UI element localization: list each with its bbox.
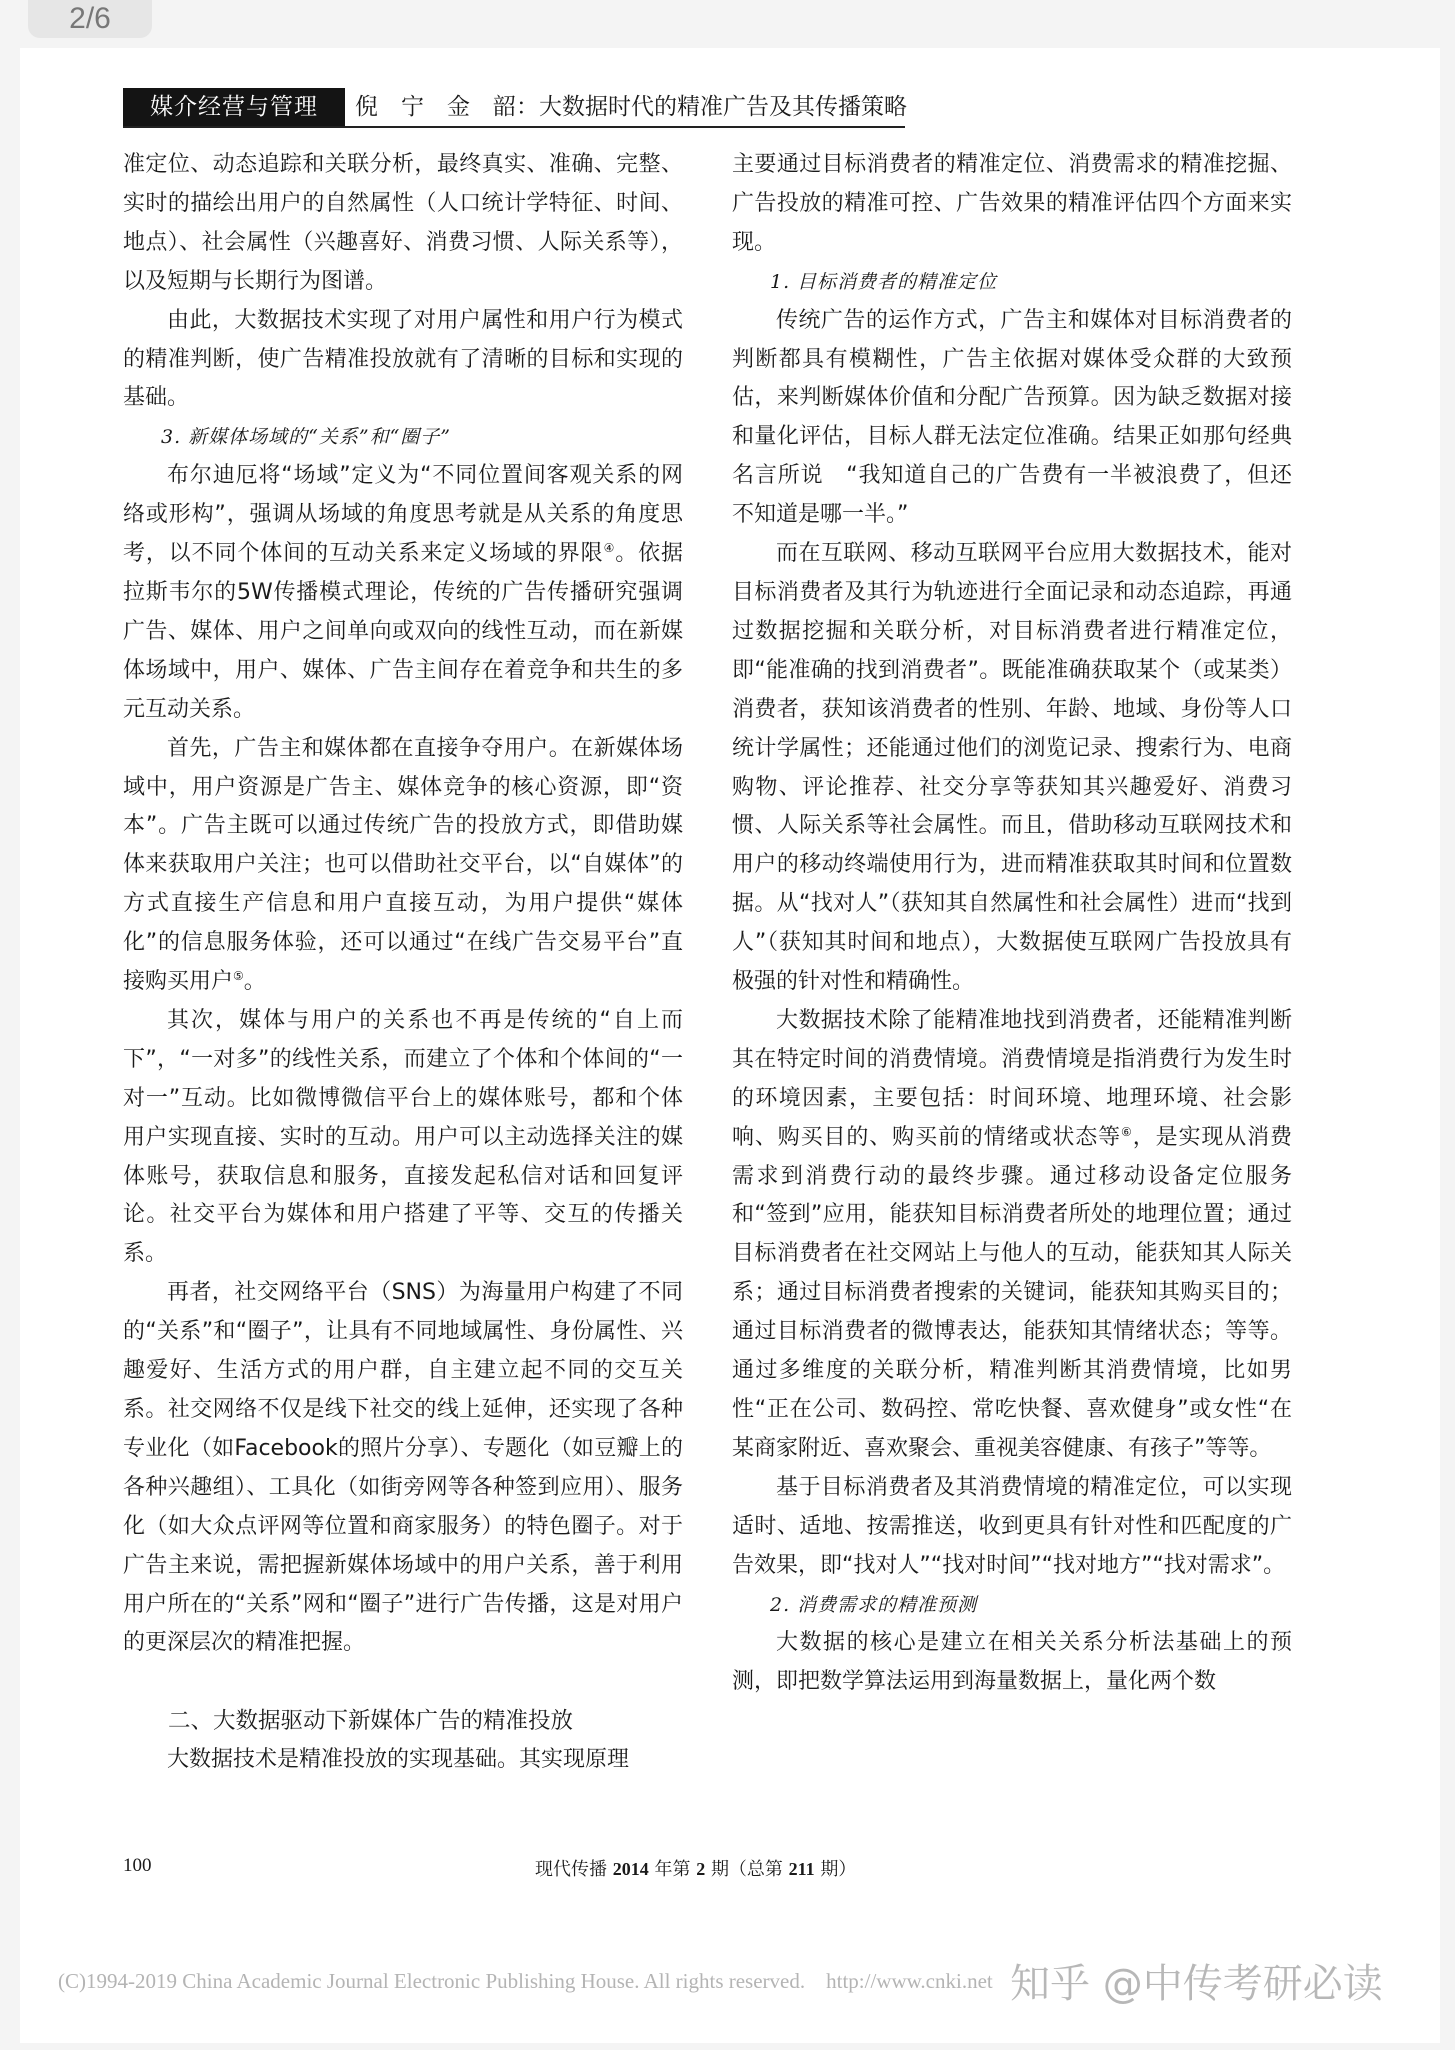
paragraph-text: 由此，大数据技术实现了对用户属性和用户行为模式的精准判断，使广告精准投放就有了清晰的目标和实现的基础。	[123, 307, 683, 411]
page-indicator: 2/6	[28, 0, 152, 38]
footnote-marker: ⑤	[233, 969, 244, 984]
journal-total: 211	[788, 1859, 815, 1879]
body-paragraph	[732, 1624, 1292, 1702]
paragraph-text: 准定位、动态追踪和关联分析，最终真实、准确、完整、实时的描绘出用户的自然属性（人口统计学特征、时间、地点）、社会属性（兴趣喜好、消费习惯、人际关系等），以及短期与长期行为图谱。	[123, 152, 683, 294]
paragraph-text: ，是实现从消费需求到消费行动的最终步骤。通过移动设备定位服务和“签到”应用，能获知目标消费者所处的地理位置；通过目标消费者在社交网站上与他人的互动，能获知其人际关系；通过目标消费者搜索的关键词，能获知其购买目的；通过目标消费者的微博表达，能获知其情绪状态；等等。通过多维度的关联分析，精准判断其消费情境，比如男性“正在公司、数码控、常吃快餐、喜欢健身”或女性“在某商家附近、喜欢聚会、重视美容健康、有孩子”等等。	[732, 1124, 1292, 1461]
body-paragraph	[123, 1002, 683, 1274]
body-paragraph	[732, 1002, 1292, 1469]
section-heading	[123, 1702, 683, 1741]
journal-text: 年第	[654, 1859, 691, 1880]
paragraph-text: 。	[243, 969, 266, 995]
journal-issue: 2	[696, 1859, 706, 1879]
body-paragraph	[123, 730, 683, 1002]
paragraph-text: 二、大数据驱动下新媒体广告的精准投放	[168, 1708, 574, 1735]
paragraph-text: 主要通过目标消费者的精准定位、消费需求的精准挖掘、广告投放的精准可控、广告效果的精准评估四个方面来实现。	[732, 152, 1292, 255]
paragraph-text: 。依据拉斯韦尔的5W传播模式理论，传统的广告传播研究强调广告、媒体、用户之间单向或双向的线性互动，而在新媒体场域中，用户、媒体、广告主间存在着竞争和共生的多元互动关系。	[123, 541, 683, 722]
paragraph-text: 大数据技术是精准投放的实现基础。其实现原理	[167, 1747, 630, 1773]
left-column	[123, 146, 683, 1780]
paragraph-text: 传统广告的运作方式，广告主和媒体对目标消费者的判断都具有模糊性，广告主依据对媒体受众群的大致预估，来判断媒体价值和分配广告预算。因为缺乏数据对接和量化评估，目标人群无法定位准确。结果正如那句经典名言所说 “我知道自己的广告费有一半被浪费了，但还不知道是哪一半。”	[732, 307, 1292, 528]
zhihu-watermark: 知乎 @中传考研必读	[1010, 1961, 1383, 2007]
body-paragraph	[123, 1274, 683, 1663]
paragraph-text: 大数据的核心是建立在相关关系分析法基础上的预测，即把数学算法运用到海量数据上，量化两个数	[732, 1630, 1292, 1695]
right-column	[732, 146, 1292, 1702]
section-label: 媒介经营与管理	[123, 88, 345, 126]
journal-footer	[535, 1855, 856, 1881]
body-paragraph	[732, 302, 1292, 535]
paragraph-text: 2. 消费需求的精准预测	[770, 1593, 978, 1616]
paragraph-text: 大数据技术除了能精准地找到消费者，还能精准判断其在特定时间的消费情境。消费情境是指消费行为发生时的环境因素，主要包括：时间环境、地理环境、社会影响、购买目的、购买前的情绪或状态等	[732, 1007, 1292, 1150]
page-number: 100	[123, 1855, 152, 1876]
journal-year: 2014	[612, 1859, 649, 1879]
footnote-marker: ④	[603, 541, 616, 556]
footnote-marker: ⑥	[1121, 1124, 1133, 1139]
body-paragraph	[732, 146, 1292, 263]
body-paragraph	[123, 457, 683, 729]
journal-text: 期）	[820, 1859, 857, 1880]
running-header	[123, 88, 905, 128]
body-paragraph	[732, 1469, 1292, 1586]
paragraph-text: 1. 目标消费者的精准定位	[770, 270, 998, 293]
subsection-heading	[123, 418, 683, 457]
body-paragraph	[732, 535, 1292, 1002]
journal-name: 现代传播	[535, 1859, 607, 1880]
paragraph-text: 首先，广告主和媒体都在直接争夺用户。在新媒体场域中，用户资源是广告主、媒体竞争的核心资源，即“资本”。广告主既可以通过传统广告的投放方式，即借助媒体来获取用户关注；也可以借助社交平台，以“自媒体”的方式直接生产信息和用户直接互动，为用户提供“媒体化”的信息服务体验，还可以通过“在线广告交易平台”直接购买用户	[123, 735, 683, 995]
paragraph-text: 再者，社交网络平台（SNS）为海量用户构建了不同的“关系”和“圈子”，让具有不同地域属性、身份属性、兴趣爱好、生活方式的用户群，自主建立起不同的交互关系。社交网络不仅是线下社交的线上延伸，还实现了各种专业化（如Facebook的照片分享）、专题化（如豆瓣上的各种兴趣组）、工具化（如街旁网等各种签到应用）、服务化（如大众点评网等位置和商家服务）的特色圈子。对于广告主来说，需把握新媒体场域中的用户关系，善于利用用户所在的“关系”网和“圈子”进行广告传播，这是对用户的更深层次的精准把握。	[123, 1280, 683, 1656]
journal-text: 期（总第	[710, 1859, 783, 1880]
paragraph-text: 基于目标消费者及其消费情境的精准定位，可以实现适时、适地、按需推送，收到更具有针对性和匹配度的广告效果，即“找对人”“找对时间”“找对地方”“找对需求”。	[732, 1474, 1292, 1578]
paragraph-text: 布尔迪厄将“场域”定义为“不同位置间客观关系的网络或形构”，强调从场域的角度思考就是从关系的角度思考，以不同个体间的互动关系来定义场域的界限	[123, 463, 683, 567]
paragraph-text: 而在互联网、移动互联网平台应用大数据技术，能对目标消费者及其行为轨迹进行全面记录和动态追踪，再通过数据挖掘和关联分析，对目标消费者进行精准定位，即“能准确的找到消费者”。既能准确获取某个（或某类）消费者，获知该消费者的性别、年龄、地域、身份等人口统计学属性；还能通过他们的浏览记录、搜索行为、电商购物、评论推荐、社交分享等获知其兴趣爱好、消费习惯、人际关系等社会属性。而且，借助移动互联网技术和用户的移动终端使用行为，进而精准获取其时间和位置数据。从“找对人”（获知其自然属性和社会属性）进而“找到人”（获知其时间和地点），大数据使互联网广告投放具有极强的针对性和精确性。	[732, 541, 1292, 995]
paragraph-text: 3. 新媒体场域的“关系”和“圈子”	[161, 426, 452, 449]
body-paragraph	[123, 1741, 683, 1780]
paragraph-text: 其次，媒体与用户的关系也不再是传统的“自上而下”，“一对多”的线性关系，而建立了个体和个体间的“一对一”互动。比如微博微信平台上的媒体账号，都和个体用户实现直接、实时的互动。用户可以主动选择关注的媒体账号，获取信息和服务，直接发起私信对话和回复评论。社交平台为媒体和用户搭建了平等、交互的传播关系。	[123, 1007, 683, 1267]
copyright-notice: (C)1994-2019 China Academic Journal Electronic Publishing House. All rights reserved. http://www.cnki.net	[58, 1969, 993, 1993]
article-running-title: 倪 宁 金 韶：大数据时代的精准广告及其传播策略	[355, 94, 907, 120]
subsection-heading	[732, 263, 1292, 302]
body-paragraph	[123, 146, 683, 302]
body-paragraph	[123, 302, 683, 419]
subsection-heading	[732, 1586, 1292, 1625]
